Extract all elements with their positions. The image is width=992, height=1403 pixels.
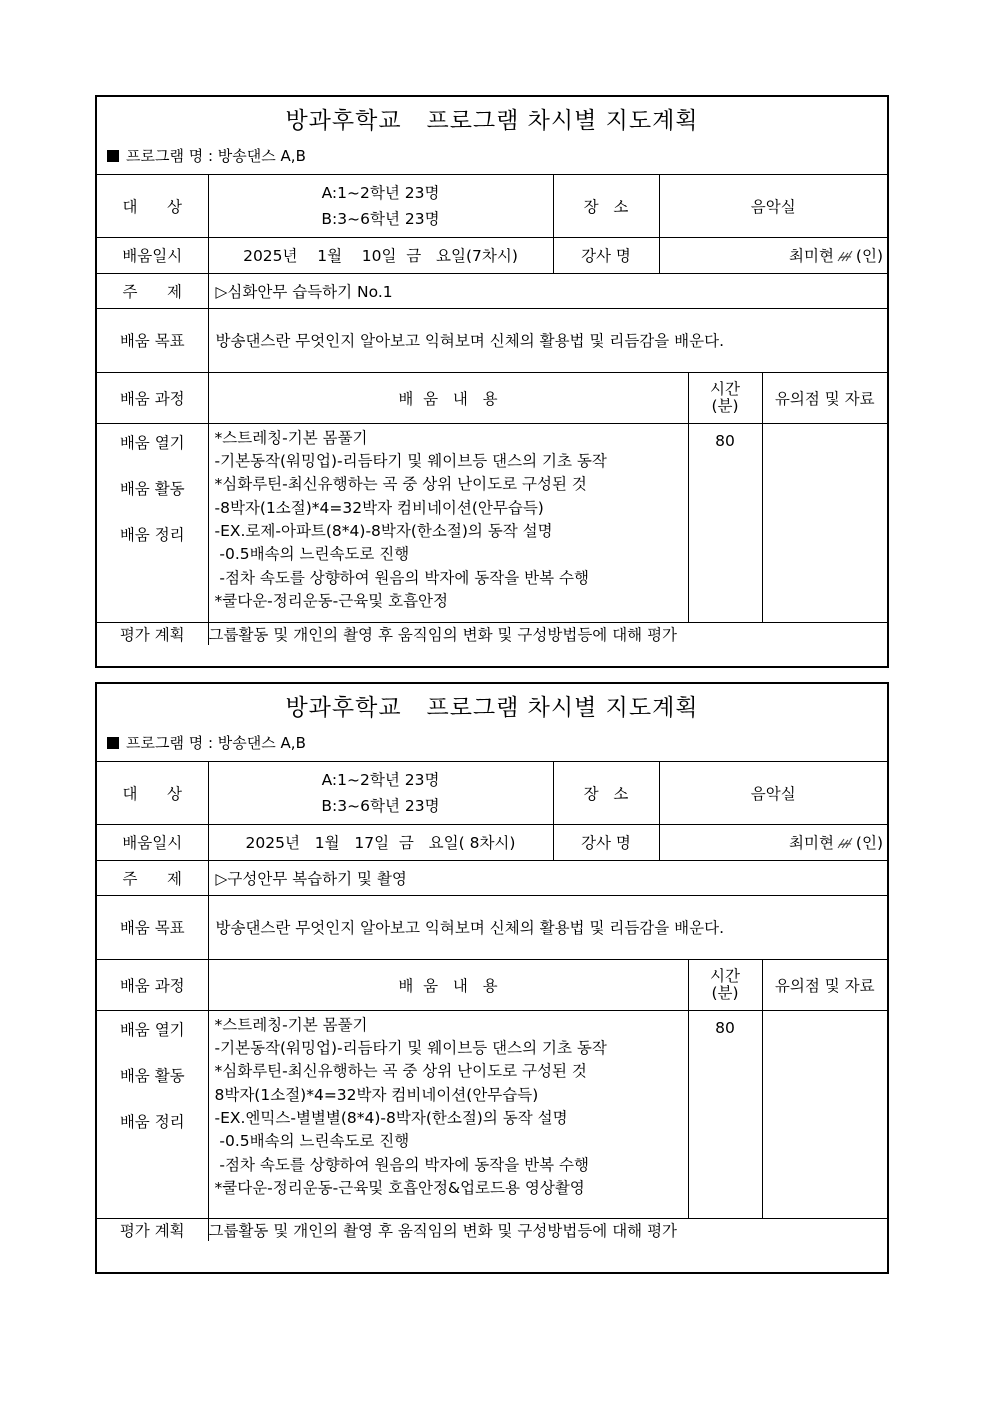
content-line: 8박자(1소절)*4=32박자 컴비네이션(안무습득) <box>214 1085 539 1104</box>
step-closing: 배움 정리 <box>119 1112 185 1131</box>
content-list <box>208 423 688 622</box>
instructor-name: 최미현 <box>789 834 834 852</box>
place-label: 장 소 <box>553 175 659 237</box>
goal-value: 방송댄스란 무엇인지 알아보고 익혀보며 신체의 활용법 및 리듬감을 배운다. <box>208 308 887 372</box>
process-steps <box>97 423 208 622</box>
place-value: 음악실 <box>659 175 887 237</box>
target-label: 대 상 <box>97 762 208 824</box>
process-label: 배움 과정 <box>97 372 208 423</box>
instructor-label: 강사 명 <box>553 824 659 860</box>
time-value: 80 <box>688 423 762 622</box>
date-value: 2025년 1월 10일 금 요일(7차시) <box>208 237 553 273</box>
content-line: *쿨다운-정리운동-근육및 호흡안정 <box>214 592 448 611</box>
step-opening: 배움 열기 <box>119 1020 185 1039</box>
program-name <box>97 727 887 761</box>
goal-label: 배움 목표 <box>97 895 208 959</box>
seal-text: (인) <box>855 834 883 852</box>
lesson-plan-1 <box>95 95 889 668</box>
eval-value: 그룹활동 및 개인의 촬영 후 움직임의 변화 및 구성방법등에 대해 평가 <box>208 622 887 645</box>
notes-label: 유의점 및 자료 <box>762 959 887 1010</box>
step-closing: 배움 정리 <box>119 525 185 544</box>
plan-table <box>97 175 887 645</box>
topic-label: 주 제 <box>97 273 208 308</box>
topic-value: ▷심화안무 습득하기 No.1 <box>208 273 887 308</box>
time-label-line-1: 시간 <box>710 966 740 985</box>
target-line-2: B:3~6학년 23명 <box>321 209 440 228</box>
time-label <box>688 372 762 423</box>
content-line: *스트레칭-기본 몸풀기 <box>214 428 368 447</box>
time-label-line-1: 시간 <box>710 379 740 398</box>
target-value <box>208 175 553 237</box>
target-line-2: B:3~6학년 23명 <box>321 796 440 815</box>
plan-title: 방과후학교 프로그램 차시별 지도계획 <box>285 695 699 721</box>
step-opening: 배움 열기 <box>119 433 185 452</box>
signature-icon <box>836 836 854 850</box>
goal-value: 방송댄스란 무엇인지 알아보고 익혀보며 신체의 활용법 및 리듬감을 배운다. <box>208 895 887 959</box>
content-line: -0.5배속의 느린속도로 진행 <box>214 545 410 564</box>
target-line-1: A:1~2학년 23명 <box>321 770 440 789</box>
seal-text: (인) <box>855 247 883 265</box>
instructor-value <box>659 824 887 860</box>
content-line: -기본동작(워밍업)-리듬타기 및 웨이브등 댄스의 기초 동작 <box>214 1038 607 1057</box>
content-line: -점차 속도를 상향하여 원음의 박자에 동작을 반복 수행 <box>214 1155 589 1174</box>
plan-header <box>97 97 887 175</box>
eval-label: 평가 계획 <box>97 1218 208 1241</box>
content-line: -EX.엔믹스-별별별(8*4)-8박자(한소절)의 동작 설명 <box>214 1109 568 1128</box>
plan-table <box>97 762 887 1241</box>
content-label: 배 움 내 용 <box>208 372 688 423</box>
content-line: -EX.로제-아파트(8*4)-8박자(한소절)의 동작 설명 <box>214 522 553 541</box>
plan-title: 방과후학교 프로그램 차시별 지도계획 <box>285 108 699 134</box>
time-label <box>688 959 762 1010</box>
goal-label: 배움 목표 <box>97 308 208 372</box>
date-label: 배움일시 <box>97 824 208 860</box>
content-line: *심화루틴-최신유행하는 곡 중 상위 난이도로 구성된 것 <box>214 475 587 494</box>
step-activity: 배움 활동 <box>119 479 185 498</box>
square-bullet-icon <box>107 150 119 162</box>
notes-value <box>762 1010 887 1218</box>
date-label: 배움일시 <box>97 237 208 273</box>
plan-header <box>97 684 887 762</box>
content-line: -8박자(1소절)*4=32박자 컴비네이션(안무습득) <box>214 498 544 517</box>
topic-label: 주 제 <box>97 860 208 895</box>
content-line: -점차 속도를 상향하여 원음의 박자에 동작을 반복 수행 <box>214 568 589 587</box>
target-value <box>208 762 553 824</box>
eval-value: 그룹활동 및 개인의 촬영 후 움직임의 변화 및 구성방법등에 대해 평가 <box>208 1218 887 1241</box>
content-line: -기본동작(워밍업)-리듬타기 및 웨이브등 댄스의 기초 동작 <box>214 451 607 470</box>
program-name <box>97 140 887 174</box>
content-line: *쿨다운-정리운동-근육및 호흡안정&업로드용 영상촬영 <box>214 1179 585 1198</box>
date-value: 2025년 1월 17일 금 요일( 8차시) <box>208 824 553 860</box>
content-list <box>208 1010 688 1218</box>
eval-label: 평가 계획 <box>97 622 208 645</box>
time-value: 80 <box>688 1010 762 1218</box>
process-label: 배움 과정 <box>97 959 208 1010</box>
notes-value <box>762 423 887 622</box>
instructor-value <box>659 237 887 273</box>
content-line: *심화루틴-최신유행하는 곡 중 상위 난이도로 구성된 것 <box>214 1062 587 1081</box>
topic-value: ▷구성안무 복습하기 및 촬영 <box>208 860 887 895</box>
process-steps <box>97 1010 208 1218</box>
square-bullet-icon <box>107 737 119 749</box>
content-label: 배 움 내 용 <box>208 959 688 1010</box>
signature-icon <box>836 249 854 263</box>
program-name-text: 프로그램 명 : 방송댄스 A,B <box>126 734 306 752</box>
time-label-line-2: (분) <box>711 396 739 415</box>
instructor-name: 최미현 <box>789 247 834 265</box>
target-line-1: A:1~2학년 23명 <box>321 183 440 202</box>
instructor-label: 강사 명 <box>553 237 659 273</box>
program-name-text: 프로그램 명 : 방송댄스 A,B <box>126 147 306 165</box>
place-label: 장 소 <box>553 762 659 824</box>
step-activity: 배움 활동 <box>119 1066 185 1085</box>
content-line: -0.5배속의 느린속도로 진행 <box>214 1132 410 1151</box>
content-line: *스트레칭-기본 몸풀기 <box>214 1015 368 1034</box>
place-value: 음악실 <box>659 762 887 824</box>
notes-label: 유의점 및 자료 <box>762 372 887 423</box>
time-label-line-2: (분) <box>711 983 739 1002</box>
target-label: 대 상 <box>97 175 208 237</box>
lesson-plan-2 <box>95 682 889 1274</box>
